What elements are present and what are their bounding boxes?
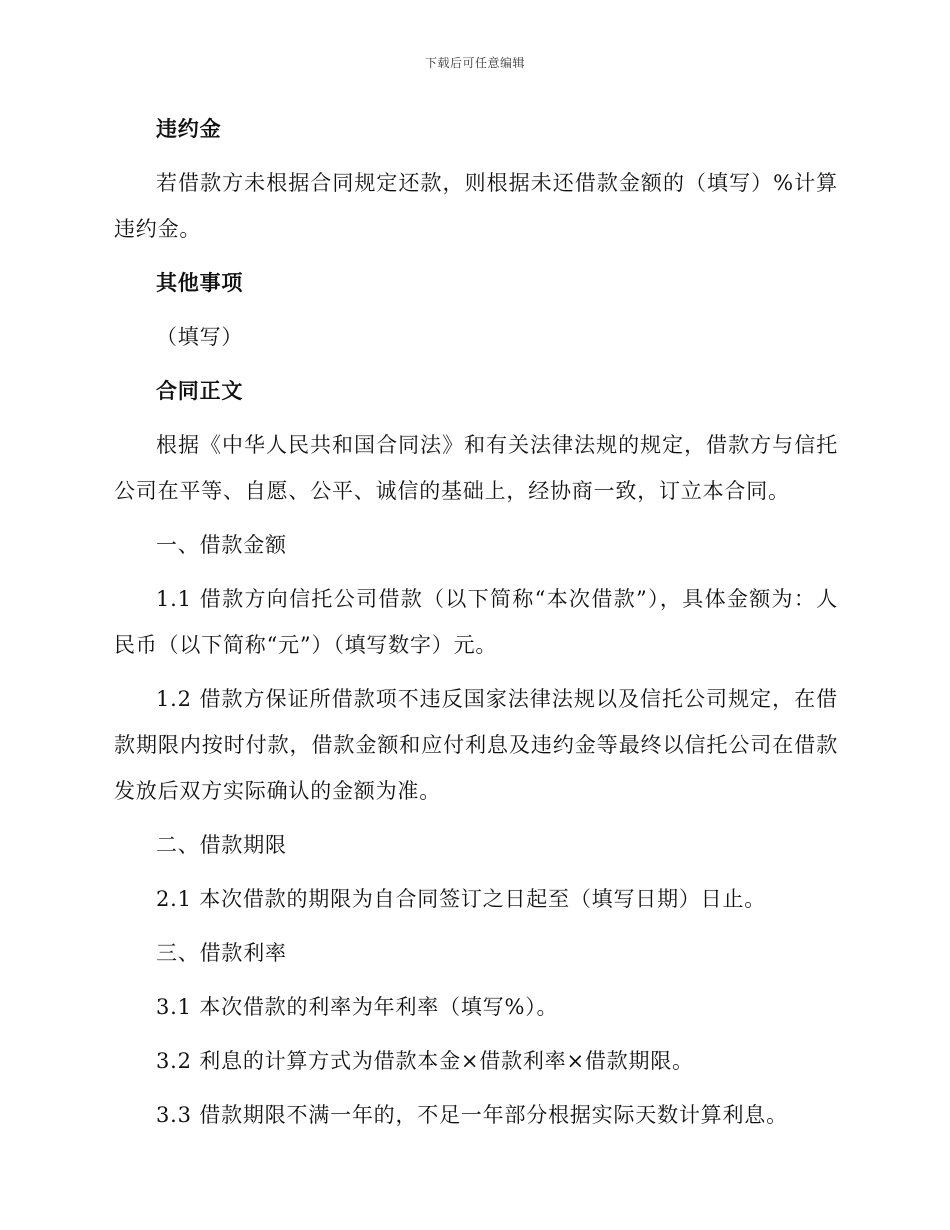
page-header: 下载后可任意编辑	[424, 56, 525, 70]
clause-3-3: 3.3 借款期限不满一年的，不足一年部分根据实际天数计算利息。	[156, 1103, 788, 1127]
clause-1-2: 1.2 借款方保证所借款项不违反国家法律法规以及信托公司规定，在借款期限内按时付款，借款金额和应付利息及违约金等最终以信托公司在借款发放后双方实际确认的金额为准。	[114, 687, 838, 803]
clause-3-2: 3.2 利息的计算方式为借款本金×借款利率×借款期限。	[156, 1049, 694, 1073]
contract-intro: 根据《中华人民共和国合同法》和有关法律法规的规定，借款方与信托公司在平等、自愿、公平、诚信的基础上，经协商一致，订立本合同。	[114, 433, 838, 503]
section-text-penalty: 若借款方未根据合同规定还款，则根据未还借款金额的（填写）%计算违约金。	[114, 171, 838, 241]
section-title-other: 其他事项	[156, 270, 244, 295]
clause-1-1: 1.1 借款方向信托公司借款（以下简称“本次借款”），具体金额为：人民币（以下简称“元”）（填写数字）元。	[114, 587, 838, 657]
clause-2-1: 2.1 本次借款的期限为自合同签订之日起至（填写日期）日止。	[156, 887, 767, 911]
clause-heading-term: 二、借款期限	[156, 833, 287, 857]
document-body	[114, 106, 838, 1138]
section-title-penalty: 违约金	[156, 116, 222, 141]
section-text-other: （填写）	[156, 325, 244, 349]
clause-heading-rate: 三、借款利率	[156, 941, 287, 965]
clause-heading-amount: 一、借款金额	[156, 533, 287, 557]
clause-3-1: 3.1 本次借款的利率为年利率（填写%）。	[156, 995, 559, 1019]
section-title-contract-body: 合同正文	[156, 378, 244, 403]
